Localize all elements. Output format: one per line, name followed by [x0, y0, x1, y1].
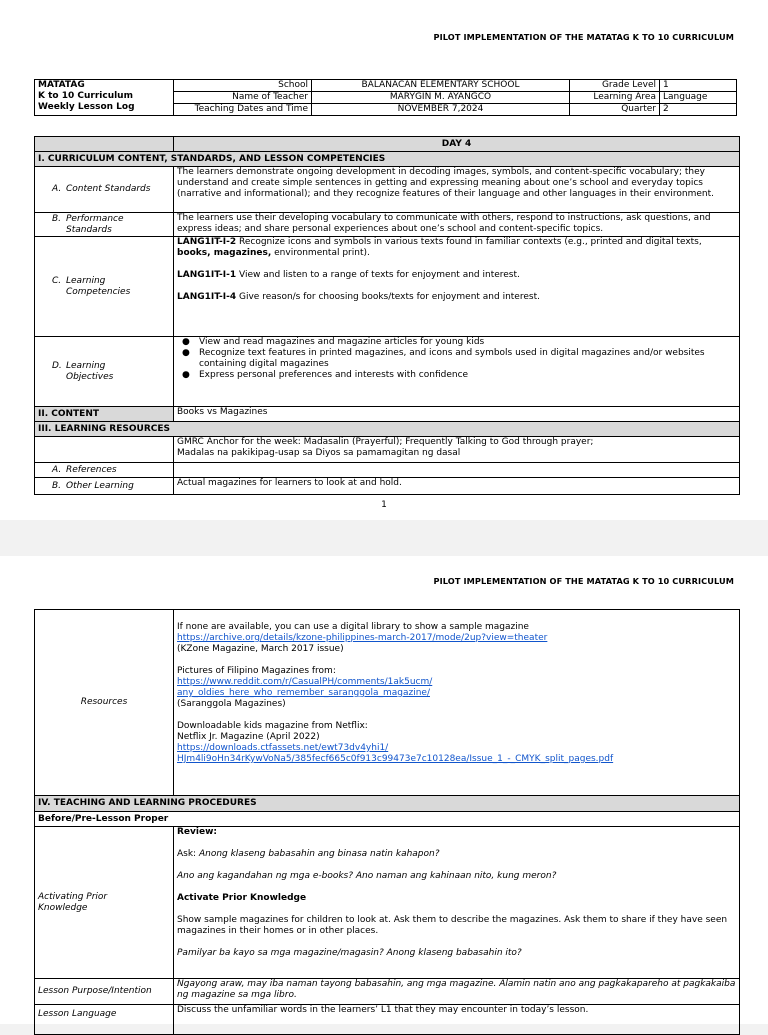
lesson-purpose-label: Lesson Purpose/Intention — [35, 979, 174, 1005]
before-lesson-heading: Before/Pre-Lesson Proper — [35, 812, 740, 827]
other-learning-value: Actual magazines for learners to look at and hold. — [174, 478, 740, 495]
procedures-table — [34, 609, 740, 1035]
learning-objectives-label: D. Learning Objectives — [35, 337, 174, 407]
lesson-purpose-text: Ngayong araw, may iba naman tayong babasahin, ang mga magazine. Alamin natin ano ang pagkakapareho at pagkakaiba ng magazine sa mga libro. — [174, 979, 740, 1005]
dates-label: Teaching Dates and Time — [174, 104, 312, 116]
reddit-link-continued[interactable]: any_oldies_here_who_remember_saranggola_magazine/ — [177, 688, 430, 698]
page-header: PILOT IMPLEMENTATION OF THE MATATAG K TO 10 CURRICULUM — [433, 576, 734, 586]
learning-objectives-text — [174, 337, 740, 407]
other-learning-label: B. Other Learning — [35, 478, 174, 495]
info-table — [34, 79, 737, 116]
content-standards-label: A. Content Standards — [35, 167, 174, 213]
teacher-value: MARYGIN M. AYANGCO — [312, 92, 570, 104]
page-header: PILOT IMPLEMENTATION OF THE MATATAG K TO 10 CURRICULUM — [433, 32, 734, 42]
references-label: A. References — [35, 463, 174, 478]
content-value: Books vs Magazines — [174, 407, 740, 422]
objective-item: ● Express personal preferences and interests with confidence — [199, 370, 736, 381]
objective-item: ● Recognize text features in printed magazines, and icons and symbols used in digital magazines and/or websites containing digital magazines — [199, 348, 736, 370]
area-value: Language — [660, 92, 737, 104]
content-standards-text: The learners demonstrate ongoing development in decoding images, symbols, and content-specific vocabulary; they understand and create simple sentences in getting and expressing meaning about one’s school and everyday topics (narrative and informational); and they recognize features of their language and other languages in their environment. — [174, 167, 740, 213]
resources-label: Resources — [35, 610, 174, 796]
reddit-link[interactable]: https://www.reddit.com/r/CasualPH/comments/1ak5ucm/ — [177, 677, 433, 687]
learning-competencies-text: LANG1IT-I-2 Recognize icons and symbols in various texts found in familiar contexts (e.g., printed and digital texts, books, magazines, environmental print). LANG1IT-I-1 View and listen to a range of texts for enjoyment and interest. LANG1IT-I-4 Give reason/s for choosing books/texts for enjoyment and interest. — [174, 237, 740, 337]
gmrc-anchor: GMRC Anchor for the week: Madasalin (Prayerful); Frequently Talking to God through prayer; Madalas na pakikipag-usap sa Diyos sa pamamagitan ng dasal — [174, 437, 740, 463]
activating-prior-knowledge-text: Review: Ask: Anong klaseng babasahin ang binasa natin kahapon? Ano ang kagandahan ng mga e-books? Ano naman ang kahinaan nito, kung meron? Activate Prior Knowledge Show sample magazines for children to look at. Ask them to describe the magazines. Ask them to share if they have seen magazines in their homes or in other places. Pamilyar ba kayo sa mga magazine/magasin? Anong klaseng babasahin ito? — [174, 827, 740, 979]
kzone-link[interactable]: https://archive.org/details/kzone-philippines-march-2017/mode/2up?view=theater — [177, 633, 548, 643]
section-4-heading: IV. TEACHING AND LEARNING PROCEDURES — [35, 796, 740, 812]
curriculum-table — [34, 136, 740, 495]
performance-standards-text: The learners use their developing vocabulary to communicate with others, respond to instructions, ask questions, and express ideas; and share personal experiences about one’s school and content-specific topics. — [174, 213, 740, 237]
page-2 — [0, 556, 768, 1024]
lesson-language-label: Lesson Language — [35, 1005, 174, 1035]
performance-standards-label: B. Performance Standards — [35, 213, 174, 237]
netflix-link-continued[interactable]: HJm4li9oHn34rKywVoNa5/385fecf665c0f913c99473e7c10128ea/Issue_1_-_CMYK_split_pages.pdf — [177, 754, 614, 764]
objective-item: ● View and read magazines and magazine articles for young kids — [199, 337, 736, 348]
day-header: DAY 4 — [174, 137, 740, 152]
quarter-label: Quarter — [570, 104, 660, 116]
netflix-link[interactable]: https://downloads.ctfassets.net/ewt73dv4yhi1/ — [177, 743, 389, 753]
resources-text: If none are available, you can use a digital library to show a sample magazine https://archive.org/details/kzone-philippines-march-2017/mode/2up?view=theater (KZone Magazine, March 2017 issue) Pictures of Filipino Magazines from: https://www.reddit.com/r/CasualPH/comments/1ak5ucm/ any_oldies_here_who_remember_saranggola_magazine/ (Saranggola Magazines) Downloadable kids magazine from Netflix: Netflix Jr. Magazine (April 2022) https://downloads.ctfassets.net/ewt73dv4yhi1/ HJm4li9oHn34rKywVoNa5/385fecf665c0f913c99473e7c10128ea/Issue_1_-_CMYK_split_pages.pdf — [174, 610, 740, 796]
section-1-heading: I. CURRICULUM CONTENT, STANDARDS, AND LESSON COMPETENCIES — [35, 152, 740, 167]
school-label: School — [174, 80, 312, 92]
school-value: BALANACAN ELEMENTARY SCHOOL — [312, 80, 570, 92]
lesson-log-title: MATATAG K to 10 Curriculum Weekly Lesson Log — [35, 80, 174, 116]
section-2-heading: II. CONTENT — [35, 407, 174, 422]
area-label: Learning Area — [570, 92, 660, 104]
grade-label: Grade Level — [570, 80, 660, 92]
teacher-label: Name of Teacher — [174, 92, 312, 104]
dates-value: NOVEMBER 7,2024 — [312, 104, 570, 116]
learning-competencies-label: C. Learning Competencies — [35, 237, 174, 337]
grade-value: 1 — [660, 80, 737, 92]
page-number: 1 — [381, 500, 387, 510]
section-3-heading: III. LEARNING RESOURCES — [35, 422, 740, 437]
activating-prior-knowledge-label: Activating Prior Knowledge — [35, 827, 174, 979]
quarter-value: 2 — [660, 104, 737, 116]
lesson-language-text: Discuss the unfamiliar words in the learners’ L1 that they may encounter in today’s lesson. — [174, 1005, 740, 1035]
